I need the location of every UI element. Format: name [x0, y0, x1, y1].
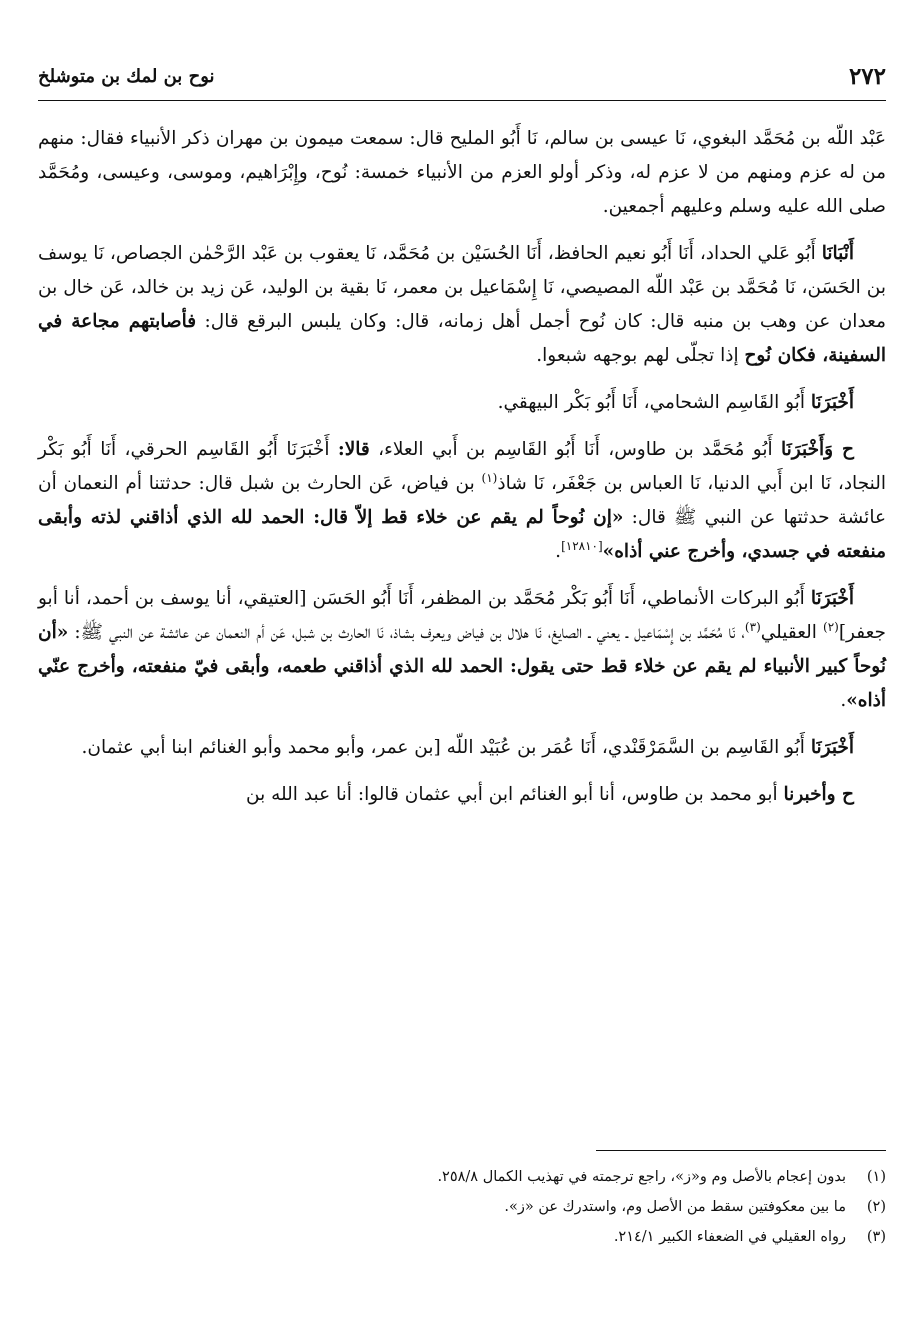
paragraph-1-text: عَبْد اللّه بن مُحَمَّد البغوي، نَا عيسى بن سالم، نَا أَبُو المليح قال: سمعت ميمون بن مهران ذكر الأنبياء فقال: منهم من له عزم ومنهم من لا عزم له، وذكر أولو العزم من الأنبياء خمسة: نُوح، وإِبْرَاهيم، وموسى، وعيسى، ومُحَمَّد صلى الله عليه وسلم وعليهم أجمعين.: [38, 128, 886, 217]
paragraph-6-text: أَبُو القَاسِم بن السَّمَرْقَنْدي، أَنَا عُمَر بن عُبَيْد اللّه [بن عمر، وأبو محمد وأبو الغنائم ابنا أبي عثمان.: [81, 737, 811, 758]
paragraph-6: [38, 731, 886, 765]
footnote-ref-3[interactable]: (٣): [744, 619, 761, 634]
footnote-1-number: (١): [866, 1169, 886, 1185]
footnote-2-number: (٢): [866, 1199, 886, 1215]
footnote-3: [38, 1222, 886, 1252]
footnote-3-text: رواه العقيلي في الضعفاء الكبير ٢١٤/١.: [613, 1229, 846, 1245]
footnote-1-text: بدون إعجام بالأصل وم و«ز»، راجع ترجمته في تهذيب الكمال ٢٥٨/٨.: [437, 1169, 846, 1185]
paragraph-4-text-2: أَخْبَرَنَا أَبُو القَاسِم الحرقي، أَنَا أَبُو بَكْر النجاد، نَا ابن أَبي الدنيا، نَا العباس بن جَعْفَر، نَا شاذ: [38, 439, 886, 494]
paragraph-4: [38, 433, 886, 569]
footnote-3-number: (٣): [866, 1229, 886, 1245]
paragraph-2: [38, 237, 886, 373]
footnote-2-text: ما بين معكوفتين سقط من الأصل وم، واستدرك عن «ز».: [504, 1199, 846, 1215]
hadith-text-2: «أن نُوحاً كبير الأنبياء لم يقم عن خلاء قط حتى يقول: الحمد لله الذي أذاقني طعمه، وأبقى فيّ منفعته، وأخرج عنّي أذاه»: [38, 622, 886, 711]
paragraph-5-text-1: أَبُو البركات الأنماطي، أَنَا أَبُو بَكْر مُحَمَّد بن المظفر، أَنَا أَبُو الحَسَن [العتيقي، أنا يوسف بن أحمد، أنا أبو جعفر]: [38, 588, 886, 643]
paragraph-4-text-1: أَبُو مُحَمَّد بن طاوس، أَنَا أَبُو القَاسِم بن أَبي العلاء،: [369, 439, 782, 460]
hadith-text-1: «إن نُوحاً لم يقم عن خلاء قط إلاّ قال: الحمد لله الذي أذاقني لذته وأبقى منفعته في جسدي، وأخرج عني أذاه»: [38, 507, 886, 562]
paragraph-7: [38, 778, 886, 812]
paragraph-4-end: .: [555, 541, 562, 562]
page-header: [38, 56, 886, 96]
paragraph-2-bold: فأصابتهم مجاعة في السفينة، فكان نُوح: [38, 311, 886, 366]
page-number: ٢٧٢: [848, 62, 886, 90]
paragraph-4-text-3: بن فياض، عَن الحارث بن شبل قال: حدثتنا أم النعمان أن عائشة حدثتها عن النبي ﷺ قال:: [38, 473, 886, 528]
page-body: [38, 122, 886, 825]
paragraph-4-bold-1: قالا:: [337, 439, 370, 460]
footnote-rule: [596, 1150, 886, 1151]
hadith-number-ref: [١٢٨١٠]: [561, 538, 603, 553]
paragraph-3-text: أَبُو القَاسِم الشحامي، أَنَا أَبُو بَكْر البيهقي.: [497, 392, 811, 413]
footnote-1: [38, 1162, 886, 1192]
footnote-ref-2[interactable]: (٢): [823, 619, 839, 634]
paragraph-5-text-2: العقيلي: [760, 622, 823, 643]
footnote-ref-1[interactable]: (١): [481, 470, 498, 485]
paragraph-4-lead: ح وَأَخْبَرَنَا: [781, 439, 855, 460]
header-rule: [38, 100, 886, 101]
paragraph-3: [38, 386, 886, 420]
paragraph-7-lead: ح وأخبرنا: [783, 784, 854, 805]
paragraph-6-lead: أَخْبَرَنَا: [810, 737, 854, 758]
paragraph-2-lead: أَنْبَانَا: [821, 243, 854, 264]
running-title: نوح بن لمك بن متوشلخ: [38, 65, 215, 87]
paragraph-5: [38, 582, 886, 718]
paragraph-1: [38, 122, 886, 224]
paragraph-5-text-3: ، نَا مُحَمَّد بن إِسْمَاعيل ـ يعني ـ الصايغ، نَا هلال بن فياض ويعرف بشاذ، نَا الحارث بن شبل، عَن أم النعمان عن عائشة عن النبي ﷺ:: [68, 622, 745, 643]
paragraph-2-tail: إذا تجلّى لهم بوجهه شبعوا.: [536, 345, 745, 366]
paragraph-7-text: أبو محمد بن طاوس، أنا أبو الغنائم ابن أبي عثمان قالوا: أنا عبد الله بن: [246, 784, 784, 805]
paragraph-2-text: أَبُو عَلي الحداد، أَنَا أَبُو نعيم الحافظ، أَنَا الحُسَيْن بن مُحَمَّد، نَا يعقوب بن عَبْد الرَّحْمٰن الجصاص، نَا يوسف بن الحَسَن، نَا مُحَمَّد بن عَبْد اللّه المصيصي، نَا إِسْمَاعيل بن معمر، نَا بقية بن الوليد، عَن زيد بن خالد، عَن خال بن معدان عن وهب بن منبه قال: كان نُوح أجمل أهل زمانه، قال: وكان يلبس البرقع قال:: [38, 243, 886, 332]
footnote-2: [38, 1192, 886, 1222]
paragraph-5-end: .: [840, 690, 847, 711]
paragraph-5-lead: أَخْبَرَنَا: [810, 588, 854, 609]
footnotes: [38, 1162, 886, 1252]
paragraph-3-lead: أَخْبَرَنَا: [810, 392, 854, 413]
